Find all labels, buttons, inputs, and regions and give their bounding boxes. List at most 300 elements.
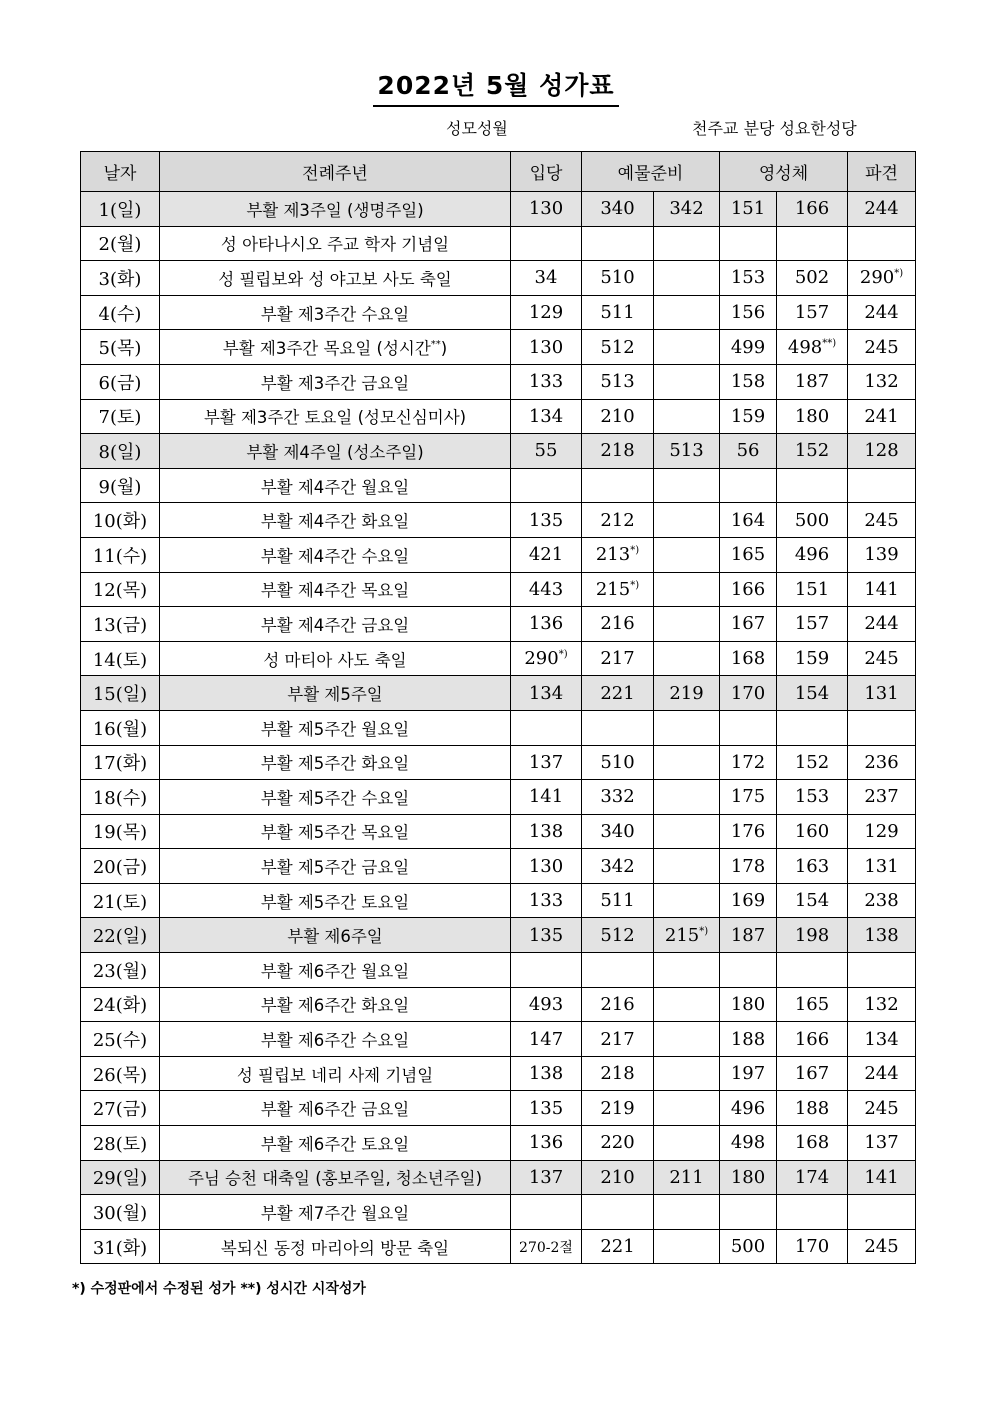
cell-offertory-1 bbox=[582, 503, 654, 538]
cell-offertory-2-text: 513 bbox=[669, 440, 704, 462]
cell-offertory-1-text: 511 bbox=[600, 890, 635, 912]
cell-offertory-1-text: 216 bbox=[600, 613, 635, 635]
cell-entrance-text: 55 bbox=[534, 440, 558, 462]
table-row bbox=[81, 641, 916, 676]
cell-offertory-2 bbox=[654, 676, 720, 711]
cell-communion-2 bbox=[777, 295, 848, 330]
cell-dismissal bbox=[848, 814, 916, 849]
cell-communion-2 bbox=[777, 814, 848, 849]
cell-entrance bbox=[511, 918, 582, 953]
cell-communion-2-text: 198 bbox=[794, 924, 830, 946]
cell-dismissal-text: 245 bbox=[864, 509, 899, 531]
cell-date bbox=[81, 330, 160, 365]
cell-offertory-1-text: 218 bbox=[600, 1063, 635, 1085]
cell-feast-text: 부활 제3주일 (생명주일) bbox=[246, 200, 424, 220]
cell-feast-text: 부활 제4주간 화요일 bbox=[260, 512, 410, 532]
cell-entrance-text: 129 bbox=[528, 302, 564, 324]
cell-feast-text: 주님 승천 대축일 (홍보주일, 청소년주일) bbox=[187, 1169, 483, 1189]
cell-communion-1-text: 159 bbox=[730, 405, 766, 427]
cell-communion-2 bbox=[777, 1022, 848, 1057]
cell-feast-text: 복되신 동정 마리아의 방문 축일 bbox=[220, 1238, 450, 1258]
cell-dismissal bbox=[848, 1126, 916, 1161]
cell-offertory-1 bbox=[582, 1229, 654, 1264]
cell-offertory-1-text: 210 bbox=[600, 405, 635, 427]
cell-dismissal bbox=[848, 953, 916, 988]
cell-communion-1 bbox=[720, 503, 777, 538]
cell-date-text: 27(금) bbox=[92, 1099, 148, 1121]
cell-offertory-1-text: 512 bbox=[600, 924, 635, 946]
cell-entrance-text: 270-2절 bbox=[519, 1239, 573, 1256]
cell-date-text: 2(월) bbox=[98, 234, 142, 256]
footnote-mark: ** bbox=[430, 339, 441, 351]
cell-date-text: 10(화) bbox=[92, 511, 148, 533]
table-row bbox=[81, 261, 916, 296]
cell-communion-2-text: 500 bbox=[794, 509, 830, 531]
cell-feast-text: 부활 제5주간 수요일 bbox=[260, 788, 410, 808]
cell-date-text: 29(일) bbox=[92, 1168, 148, 1190]
cell-entrance-text: 137 bbox=[528, 751, 564, 773]
cell-feast bbox=[160, 745, 511, 780]
cell-feast bbox=[160, 330, 511, 365]
cell-communion-1-text: 500 bbox=[730, 1236, 766, 1258]
cell-entrance bbox=[511, 192, 582, 227]
table-row bbox=[81, 537, 916, 572]
cell-communion-1-text: 176 bbox=[730, 820, 766, 842]
cell-date bbox=[81, 987, 160, 1022]
cell-entrance-text: 130 bbox=[528, 198, 564, 220]
cell-date bbox=[81, 745, 160, 780]
cell-offertory-1-text: 513 bbox=[600, 371, 635, 393]
header-date: 날자 bbox=[81, 152, 160, 192]
cell-feast bbox=[160, 434, 511, 469]
cell-date bbox=[81, 537, 160, 572]
cell-communion-2-text: 154 bbox=[794, 682, 830, 704]
cell-offertory-1-text: 217 bbox=[600, 1028, 635, 1050]
cell-offertory-1 bbox=[582, 849, 654, 884]
cell-communion-1-text: 56 bbox=[736, 440, 760, 462]
cell-date bbox=[81, 1091, 160, 1126]
cell-entrance-text: 141 bbox=[528, 786, 564, 808]
cell-date-text: 18(수) bbox=[92, 787, 148, 809]
table-row bbox=[81, 607, 916, 642]
cell-feast bbox=[160, 849, 511, 884]
cell-communion-2-text: 180 bbox=[794, 405, 830, 427]
cell-entrance bbox=[511, 883, 582, 918]
cell-dismissal bbox=[848, 641, 916, 676]
cell-communion-1 bbox=[720, 883, 777, 918]
cell-offertory-1 bbox=[582, 1091, 654, 1126]
cell-date-text: 31(화) bbox=[92, 1237, 148, 1259]
table-row bbox=[81, 953, 916, 988]
cell-offertory-1-text: 340 bbox=[600, 198, 635, 220]
cell-communion-2-text: 157 bbox=[794, 613, 830, 635]
cell-dismissal bbox=[848, 849, 916, 884]
cell-feast-text: 부활 제3주간 금요일 bbox=[260, 373, 410, 393]
cell-offertory-2 bbox=[654, 1091, 720, 1126]
cell-communion-2 bbox=[777, 676, 848, 711]
cell-dismissal-text: 139 bbox=[864, 544, 899, 566]
footnote-mark: *) bbox=[894, 268, 904, 280]
cell-date-text: 26(목) bbox=[92, 1064, 148, 1086]
cell-dismissal bbox=[848, 607, 916, 642]
cell-feast-text: 부활 제4주간 수요일 bbox=[260, 546, 410, 566]
cell-entrance-text: 421 bbox=[528, 544, 564, 566]
cell-date bbox=[81, 710, 160, 745]
table-row bbox=[81, 226, 916, 261]
cell-offertory-2 bbox=[654, 1195, 720, 1230]
table-row bbox=[81, 1022, 916, 1057]
cell-entrance bbox=[511, 572, 582, 607]
cell-offertory-2 bbox=[654, 434, 720, 469]
cell-feast-text: 부활 제5주간 화요일 bbox=[260, 754, 410, 774]
cell-feast bbox=[160, 1126, 511, 1161]
cell-offertory-1 bbox=[582, 261, 654, 296]
cell-communion-1-text: 164 bbox=[730, 509, 766, 531]
cell-dismissal bbox=[848, 364, 916, 399]
cell-dismissal bbox=[848, 987, 916, 1022]
cell-offertory-1-text: 510 bbox=[600, 267, 635, 289]
cell-date bbox=[81, 849, 160, 884]
cell-date bbox=[81, 295, 160, 330]
cell-feast bbox=[160, 607, 511, 642]
cell-date bbox=[81, 261, 160, 296]
cell-feast bbox=[160, 364, 511, 399]
table-row bbox=[81, 192, 916, 227]
cell-dismissal bbox=[848, 503, 916, 538]
cell-communion-2 bbox=[777, 1091, 848, 1126]
cell-dismissal-text: 236 bbox=[864, 751, 899, 773]
cell-entrance bbox=[511, 1229, 582, 1264]
cell-dismissal-text: 244 bbox=[864, 1063, 899, 1085]
cell-offertory-2-text: 211 bbox=[669, 1166, 704, 1188]
cell-feast bbox=[160, 192, 511, 227]
cell-offertory-1-text: 510 bbox=[600, 751, 635, 773]
cell-entrance bbox=[511, 676, 582, 711]
cell-communion-2 bbox=[777, 641, 848, 676]
cell-communion-2 bbox=[777, 1229, 848, 1264]
cell-feast bbox=[160, 503, 511, 538]
cell-communion-2-text: 160 bbox=[794, 820, 830, 842]
cell-entrance bbox=[511, 849, 582, 884]
cell-offertory-1-text: 210 bbox=[600, 1166, 635, 1188]
cell-entrance bbox=[511, 226, 582, 261]
cell-communion-1 bbox=[720, 918, 777, 953]
table-row bbox=[81, 572, 916, 607]
cell-communion-2-text: 188 bbox=[794, 1097, 830, 1119]
cell-communion-1 bbox=[720, 399, 777, 434]
table-row bbox=[81, 1195, 916, 1230]
cell-date bbox=[81, 226, 160, 261]
cell-offertory-1 bbox=[582, 745, 654, 780]
cell-communion-1 bbox=[720, 953, 777, 988]
cell-offertory-1 bbox=[582, 295, 654, 330]
cell-offertory-1-text: 221 bbox=[600, 682, 635, 704]
cell-dismissal-text: 137 bbox=[864, 1132, 899, 1154]
cell-communion-2-text: 152 bbox=[794, 440, 830, 462]
cell-entrance-text: 147 bbox=[528, 1028, 564, 1050]
cell-dismissal-text: 131 bbox=[864, 855, 899, 877]
cell-feast-text: 부활 제6주간 토요일 bbox=[260, 1134, 410, 1154]
cell-communion-1 bbox=[720, 1229, 777, 1264]
cell-feast-text: 부활 제7주간 월요일 bbox=[260, 1204, 410, 1224]
cell-date bbox=[81, 918, 160, 953]
cell-communion-2 bbox=[777, 330, 848, 365]
cell-communion-1 bbox=[720, 780, 777, 815]
cell-communion-1-text: 158 bbox=[730, 371, 766, 393]
cell-date-text: 17(화) bbox=[92, 753, 148, 775]
cell-date-text: 9(월) bbox=[98, 476, 142, 498]
table-row bbox=[81, 468, 916, 503]
cell-communion-2-text: 166 bbox=[794, 1028, 830, 1050]
cell-communion-1 bbox=[720, 710, 777, 745]
cell-offertory-2-text: 342 bbox=[669, 198, 704, 220]
cell-communion-2 bbox=[777, 1195, 848, 1230]
cell-entrance bbox=[511, 607, 582, 642]
month-theme: 성모성월 bbox=[446, 119, 508, 138]
cell-entrance bbox=[511, 434, 582, 469]
cell-entrance-text: 135 bbox=[528, 509, 564, 531]
cell-communion-1 bbox=[720, 1022, 777, 1057]
cell-communion-1 bbox=[720, 468, 777, 503]
cell-entrance bbox=[511, 468, 582, 503]
cell-entrance bbox=[511, 1126, 582, 1161]
cell-communion-2-text: 498 bbox=[787, 336, 823, 358]
header-dismissal: 파견 bbox=[848, 152, 916, 192]
footnote-mark: **) bbox=[822, 337, 837, 349]
cell-communion-1-text: 499 bbox=[730, 336, 766, 358]
cell-dismissal-text: 245 bbox=[864, 1097, 899, 1119]
cell-communion-1 bbox=[720, 1126, 777, 1161]
cell-dismissal bbox=[848, 330, 916, 365]
cell-entrance-text: 136 bbox=[528, 613, 564, 635]
cell-entrance bbox=[511, 814, 582, 849]
cell-communion-1 bbox=[720, 814, 777, 849]
cell-feast-text: 부활 제6주간 수요일 bbox=[260, 1031, 410, 1051]
cell-date-text: 6(금) bbox=[98, 372, 142, 394]
cell-offertory-2 bbox=[654, 849, 720, 884]
cell-entrance bbox=[511, 330, 582, 365]
cell-entrance bbox=[511, 295, 582, 330]
table-row bbox=[81, 1056, 916, 1091]
cell-communion-2 bbox=[777, 1160, 848, 1195]
cell-dismissal-text: 245 bbox=[864, 648, 899, 670]
cell-communion-1-text: 153 bbox=[730, 267, 766, 289]
table-row bbox=[81, 503, 916, 538]
cell-date-text: 11(수) bbox=[92, 545, 148, 567]
cell-entrance bbox=[511, 780, 582, 815]
cell-date bbox=[81, 814, 160, 849]
cell-dismissal bbox=[848, 1160, 916, 1195]
cell-communion-2 bbox=[777, 434, 848, 469]
cell-date-text: 19(목) bbox=[92, 822, 148, 844]
cell-entrance-text: 34 bbox=[534, 267, 558, 289]
cell-dismissal bbox=[848, 676, 916, 711]
cell-dismissal bbox=[848, 399, 916, 434]
hymn-schedule-table bbox=[80, 151, 916, 1264]
cell-communion-1 bbox=[720, 641, 777, 676]
cell-dismissal bbox=[848, 1091, 916, 1126]
cell-feast-text: 성 필립보와 성 야고보 사도 축일 bbox=[218, 269, 452, 289]
cell-offertory-2 bbox=[654, 192, 720, 227]
cell-entrance-text: 137 bbox=[528, 1166, 564, 1188]
cell-date bbox=[81, 399, 160, 434]
cell-date bbox=[81, 364, 160, 399]
header-entrance: 입당 bbox=[511, 152, 582, 192]
cell-feast-text: 부활 제3주간 목요일 (성시간 bbox=[222, 339, 431, 359]
header-feast: 전례주년 bbox=[160, 152, 511, 192]
table-row bbox=[81, 676, 916, 711]
cell-offertory-1-text: 220 bbox=[600, 1132, 635, 1154]
cell-entrance-text: 290 bbox=[524, 648, 559, 670]
cell-date bbox=[81, 434, 160, 469]
cell-communion-2-text: 166 bbox=[794, 198, 830, 220]
footnote-mark: *) bbox=[558, 649, 568, 661]
cell-feast-text: 부활 제4주간 목요일 bbox=[260, 581, 410, 601]
cell-communion-1-text: 151 bbox=[730, 198, 766, 220]
cell-feast bbox=[160, 641, 511, 676]
cell-date bbox=[81, 572, 160, 607]
table-row bbox=[81, 1091, 916, 1126]
cell-offertory-2 bbox=[654, 572, 720, 607]
cell-offertory-1 bbox=[582, 1022, 654, 1057]
cell-entrance bbox=[511, 364, 582, 399]
cell-communion-2-text: 170 bbox=[794, 1236, 830, 1258]
cell-communion-1-text: 496 bbox=[730, 1097, 766, 1119]
cell-feast-text: 부활 제5주간 월요일 bbox=[260, 719, 410, 739]
cell-feast bbox=[160, 1229, 511, 1264]
cell-offertory-1 bbox=[582, 710, 654, 745]
cell-offertory-1 bbox=[582, 918, 654, 953]
cell-feast bbox=[160, 1022, 511, 1057]
cell-feast bbox=[160, 814, 511, 849]
footnote-mark: *) bbox=[699, 925, 709, 937]
cell-communion-1-text: 156 bbox=[730, 302, 766, 324]
cell-offertory-2 bbox=[654, 364, 720, 399]
cell-date bbox=[81, 883, 160, 918]
cell-date bbox=[81, 607, 160, 642]
cell-date-text: 15(일) bbox=[92, 684, 148, 706]
cell-dismissal bbox=[848, 883, 916, 918]
cell-entrance-text: 133 bbox=[528, 371, 564, 393]
cell-dismissal-text: 238 bbox=[864, 890, 899, 912]
cell-entrance bbox=[511, 399, 582, 434]
cell-offertory-1 bbox=[582, 572, 654, 607]
cell-communion-2 bbox=[777, 364, 848, 399]
cell-entrance bbox=[511, 537, 582, 572]
table-row bbox=[81, 1229, 916, 1264]
cell-offertory-1 bbox=[582, 883, 654, 918]
cell-feast-text: 부활 제5주간 목요일 bbox=[260, 823, 410, 843]
table-row bbox=[81, 295, 916, 330]
cell-date bbox=[81, 1022, 160, 1057]
cell-feast-text: 부활 제5주간 금요일 bbox=[260, 858, 410, 878]
cell-date-text: 23(월) bbox=[92, 960, 148, 982]
cell-communion-2 bbox=[777, 710, 848, 745]
cell-date bbox=[81, 780, 160, 815]
cell-communion-2 bbox=[777, 953, 848, 988]
cell-feast bbox=[160, 572, 511, 607]
cell-communion-2-text: 152 bbox=[794, 751, 830, 773]
cell-entrance bbox=[511, 1091, 582, 1126]
cell-feast-text: 성 마티아 사도 축일 bbox=[263, 650, 407, 670]
cell-offertory-1 bbox=[582, 607, 654, 642]
cell-entrance bbox=[511, 987, 582, 1022]
cell-dismissal bbox=[848, 1195, 916, 1230]
cell-communion-2-text: 157 bbox=[794, 302, 830, 324]
cell-dismissal-text: 244 bbox=[864, 302, 899, 324]
cell-feast bbox=[160, 883, 511, 918]
cell-offertory-1 bbox=[582, 399, 654, 434]
cell-communion-1-text: 170 bbox=[730, 682, 766, 704]
cell-entrance-text: 493 bbox=[528, 993, 564, 1015]
cell-communion-2 bbox=[777, 780, 848, 815]
cell-communion-2 bbox=[777, 1126, 848, 1161]
cell-dismissal bbox=[848, 226, 916, 261]
cell-communion-2 bbox=[777, 1056, 848, 1091]
cell-communion-1-text: 167 bbox=[730, 613, 766, 635]
cell-feast bbox=[160, 1091, 511, 1126]
cell-communion-2 bbox=[777, 226, 848, 261]
cell-dismissal-text: 128 bbox=[864, 440, 899, 462]
cell-offertory-2 bbox=[654, 1056, 720, 1091]
cell-offertory-2 bbox=[654, 814, 720, 849]
cell-entrance bbox=[511, 641, 582, 676]
cell-communion-1-text: 498 bbox=[730, 1132, 766, 1154]
cell-offertory-1-text: 215 bbox=[595, 578, 631, 600]
page-title bbox=[0, 66, 992, 107]
cell-offertory-1-text: 332 bbox=[600, 786, 635, 808]
table-row bbox=[81, 434, 916, 469]
cell-date-text: 12(목) bbox=[92, 580, 148, 602]
cell-offertory-2 bbox=[654, 1160, 720, 1195]
footnote-mark: *) bbox=[630, 579, 640, 591]
cell-communion-1 bbox=[720, 987, 777, 1022]
cell-communion-1 bbox=[720, 537, 777, 572]
cell-date-text: 5(목) bbox=[98, 338, 142, 360]
cell-feast bbox=[160, 1056, 511, 1091]
cell-communion-2-text: 151 bbox=[794, 578, 830, 600]
cell-date bbox=[81, 1229, 160, 1264]
cell-communion-1 bbox=[720, 1160, 777, 1195]
cell-communion-1 bbox=[720, 745, 777, 780]
cell-communion-1 bbox=[720, 1056, 777, 1091]
cell-dismissal-text: 134 bbox=[864, 1028, 899, 1050]
cell-communion-1 bbox=[720, 676, 777, 711]
cell-date bbox=[81, 953, 160, 988]
cell-date-text: 7(토) bbox=[98, 407, 142, 429]
cell-entrance-text: 443 bbox=[528, 578, 564, 600]
cell-offertory-1 bbox=[582, 814, 654, 849]
cell-offertory-2 bbox=[654, 780, 720, 815]
cell-communion-2-text: 154 bbox=[794, 890, 830, 912]
cell-offertory-1-text: 342 bbox=[600, 855, 635, 877]
cell-offertory-2 bbox=[654, 537, 720, 572]
cell-offertory-1-text: 512 bbox=[600, 336, 635, 358]
table-row bbox=[81, 849, 916, 884]
cell-dismissal-text: 245 bbox=[864, 1236, 899, 1258]
cell-offertory-1-text: 219 bbox=[600, 1097, 635, 1119]
cell-dismissal-text: 241 bbox=[864, 405, 899, 427]
cell-communion-2-text: 187 bbox=[794, 371, 830, 393]
cell-entrance-text: 133 bbox=[528, 890, 564, 912]
table-row bbox=[81, 710, 916, 745]
cell-communion-1 bbox=[720, 330, 777, 365]
cell-communion-1-text: 180 bbox=[730, 993, 766, 1015]
cell-date-text: 4(수) bbox=[98, 303, 142, 325]
cell-entrance bbox=[511, 261, 582, 296]
cell-feast bbox=[160, 918, 511, 953]
cell-dismissal-text: 132 bbox=[864, 371, 899, 393]
